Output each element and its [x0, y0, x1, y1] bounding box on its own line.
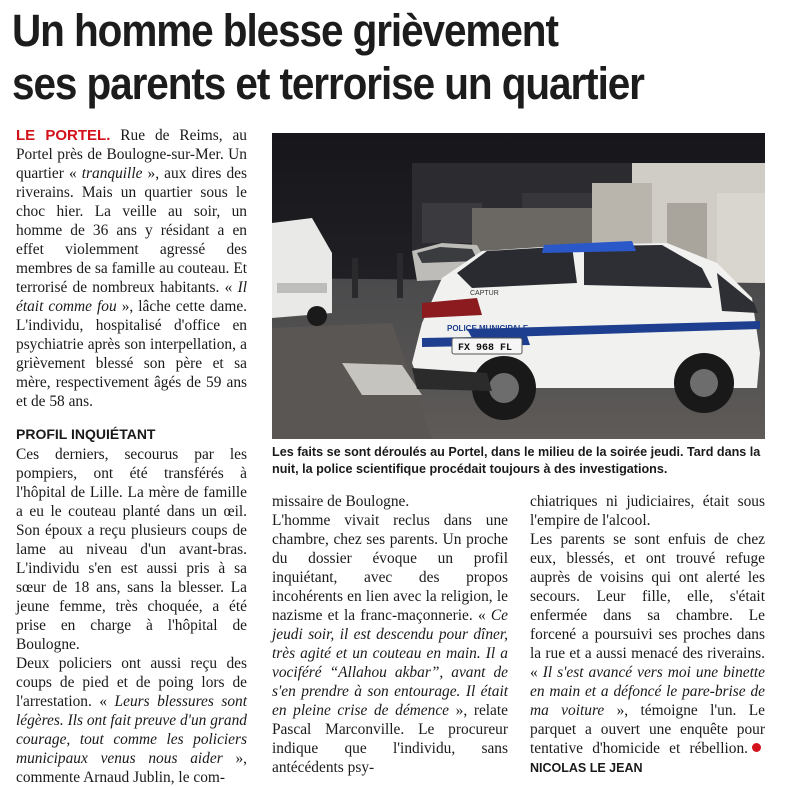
- column-2: [272, 492, 508, 777]
- photo-caption: Les faits se sont déroulés au Portel, dans le milieu de la soirée jeudi. Tard dans la nuit, la police scientifique procédait toujours à des investigations.: [272, 445, 761, 476]
- lead-paragraph: LE PORTEL. Rue de Reims, au Portel près de Boulogne-sur-Mer. Un quartier « tranquille », aux dires des riverains. Mais un quartier sous le choc hier. La veille au soir, un homme de 36 ans y résidant a en effet violemment agressé des membres de sa famille au couteau. Et terrorisé de nombreux habitants. « Il était comme fou », lâche cette dame. L'individu, hospitalisé d'office en psychiatrie après son interpellation, a grièvement blessé son père et sa mère, respectivement âgés de 59 ans et de 58 ans.: [16, 127, 248, 410]
- paragraph-2: Ces derniers, secourus par les pompiers, ont été transférés à l'hôpital de Lille. La mère de famille a eu le couteau planté dans un œil. Son époux a reçu plusieurs coups de lame au niveau d'un avant-bras. L'individu s'en est aussi pris à sa sœur de 18 ans, sans la blesser. La jeune femme, très choquée, a été prise en charge à l'hôpital de Boulogne.: [16, 446, 247, 653]
- paragraph-5: Les parents se sont enfuis de chez eux, blessés, et ont trouvé refuge auprès de voisins qui ont alerté les secours. Leur fille, elle, s'était enfermée dans sa chambre. Le forcené a poursuivi ses proches dans la rue et a aussi menacé des riverains. « Il s'est avancé vers moi une binette en main et a défoncé le pare-brise de ma voiture », témoigne l'un. Le parquet a ouvert une enquête pour tentative d'homicide et rébellion.NICOLAS LE JEAN: [530, 531, 765, 775]
- headline-line-1: Un homme blesse grièvement: [12, 5, 558, 56]
- paragraph-4: L'homme vivait reclus dans une chambre, chez ses parents. Un proche du dossier évoque un profil inquiétant, avec des propos incohérents en lien avec la religion, le nazisme et la franc-maçonnerie. « Ce jeudi soir, il est descendu pour dîner, très agité et un couteau en main. Il a vociféré “Allahou akbar”, avant de s'en prendre à son entourage. Il était en pleine crise de démence », relate Pascal Marconville. Le procureur indique que l'individu, sans antécédents psy-: [272, 512, 508, 776]
- photo-vehicle-lettering: POLICE MUNICIPALE: [447, 324, 529, 333]
- paragraph-3-continued: missaire de Boulogne.: [272, 493, 410, 510]
- photo-license-plate: FX 968 FL: [458, 343, 513, 354]
- headline: [12, 4, 710, 110]
- column-1: [16, 126, 247, 787]
- paragraph-3: Deux policiers ont aussi reçu des coups de pied et de poing lors de l'arrestation. « Leurs blessures sont légères. Ils ont fait preuve d'un grand courage, tout comme les policiers municipaux venus nous aider », commente Arnaud Jublin, le com-: [16, 655, 247, 786]
- dateline-locality: LE PORTEL.: [16, 127, 111, 144]
- news-photo-police-car: [272, 133, 765, 439]
- photo-brand-text: CAPTUR: [470, 290, 499, 297]
- paragraph-4-continued: chiatriques ni judiciaires, était sous l'empire de l'alcool.: [530, 493, 765, 529]
- byline: NICOLAS LE JEAN: [530, 761, 643, 775]
- byline-dot: [752, 743, 761, 752]
- headline-line-2: ses parents et terrorise un quartier: [12, 58, 644, 109]
- subheading: PROFIL INQUIÉTANT: [16, 426, 156, 442]
- column-3: [530, 492, 765, 778]
